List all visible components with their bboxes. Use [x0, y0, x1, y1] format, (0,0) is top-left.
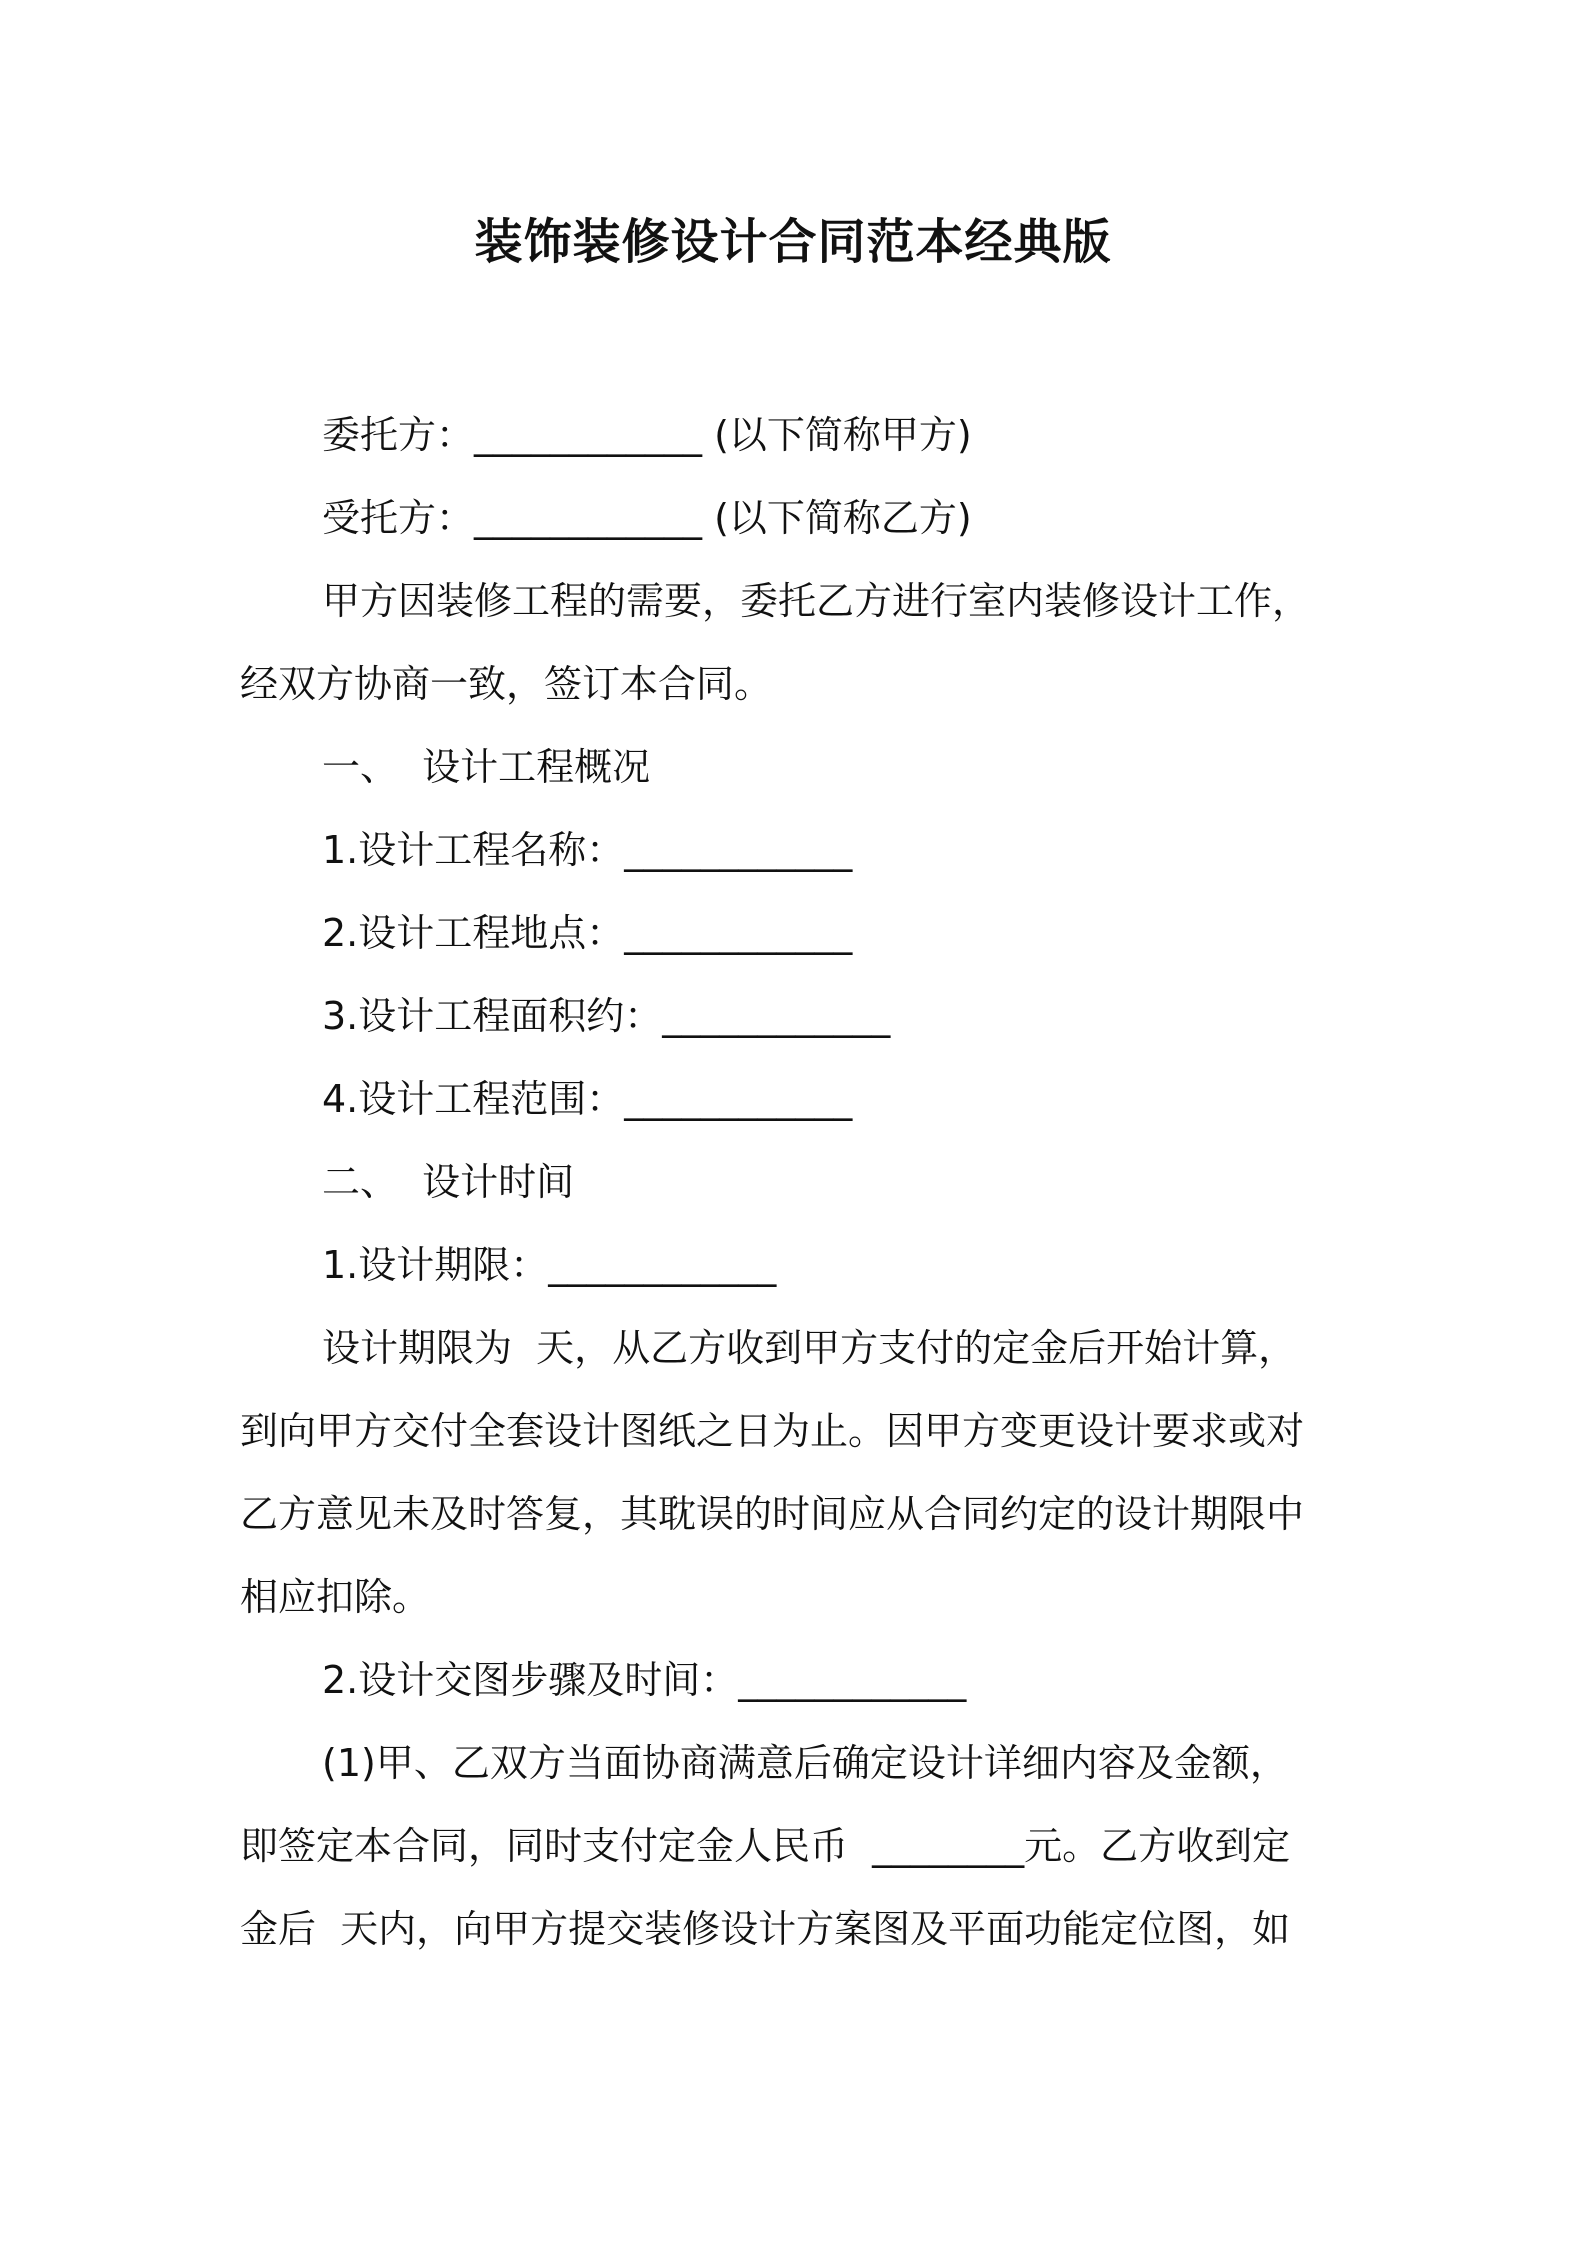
delivery-steps-line: 2.设计交图步骤及时间：____________ [322, 1658, 967, 1702]
intro-paragraph-line-1: 甲方因装修工程的需要，委托乙方进行室内装修设计工作， [322, 579, 1311, 623]
design-period-line: 1.设计期限：____________ [322, 1243, 777, 1287]
period-paragraph-line-4: 相应扣除。 [240, 1575, 431, 1619]
period-paragraph-line-3: 乙方意见未及时答复，其耽误的时间应从合同约定的设计期限中 [240, 1492, 1305, 1536]
contractor-line: 受托方：____________ (以下简称乙方) [322, 496, 972, 540]
client-line: 委托方：____________ (以下简称甲方) [322, 413, 972, 457]
step-one-line-1: (1)甲、乙双方当面协商满意后确定设计详细内容及金额， [322, 1741, 1288, 1785]
project-scope-line: 4.设计工程范围：____________ [322, 1077, 853, 1121]
step-one-line-2: 即签定本合同，同时支付定金人民币 ________元。乙方收到定 [240, 1824, 1291, 1868]
section-heading-1: 一、 设计工程概况 [322, 745, 651, 789]
period-paragraph-line-2: 到向甲方交付全套设计图纸之日为止。因甲方变更设计要求或对 [240, 1409, 1305, 1453]
project-area-line: 3.设计工程面积约：____________ [322, 994, 891, 1038]
document-title: 装饰装修设计合同范本经典版 [474, 214, 1112, 270]
project-location-line: 2.设计工程地点：____________ [322, 911, 853, 955]
intro-paragraph-line-2: 经双方协商一致，签订本合同。 [240, 662, 773, 706]
project-name-line: 1.设计工程名称：____________ [322, 828, 853, 872]
step-one-line-3: 金后 天内，向甲方提交装修设计方案图及平面功能定位图，如 [240, 1907, 1291, 1951]
period-paragraph-line-1: 设计期限为 天，从乙方收到甲方支付的定金后开始计算， [322, 1326, 1297, 1370]
section-heading-2: 二、 设计时间 [322, 1160, 575, 1204]
